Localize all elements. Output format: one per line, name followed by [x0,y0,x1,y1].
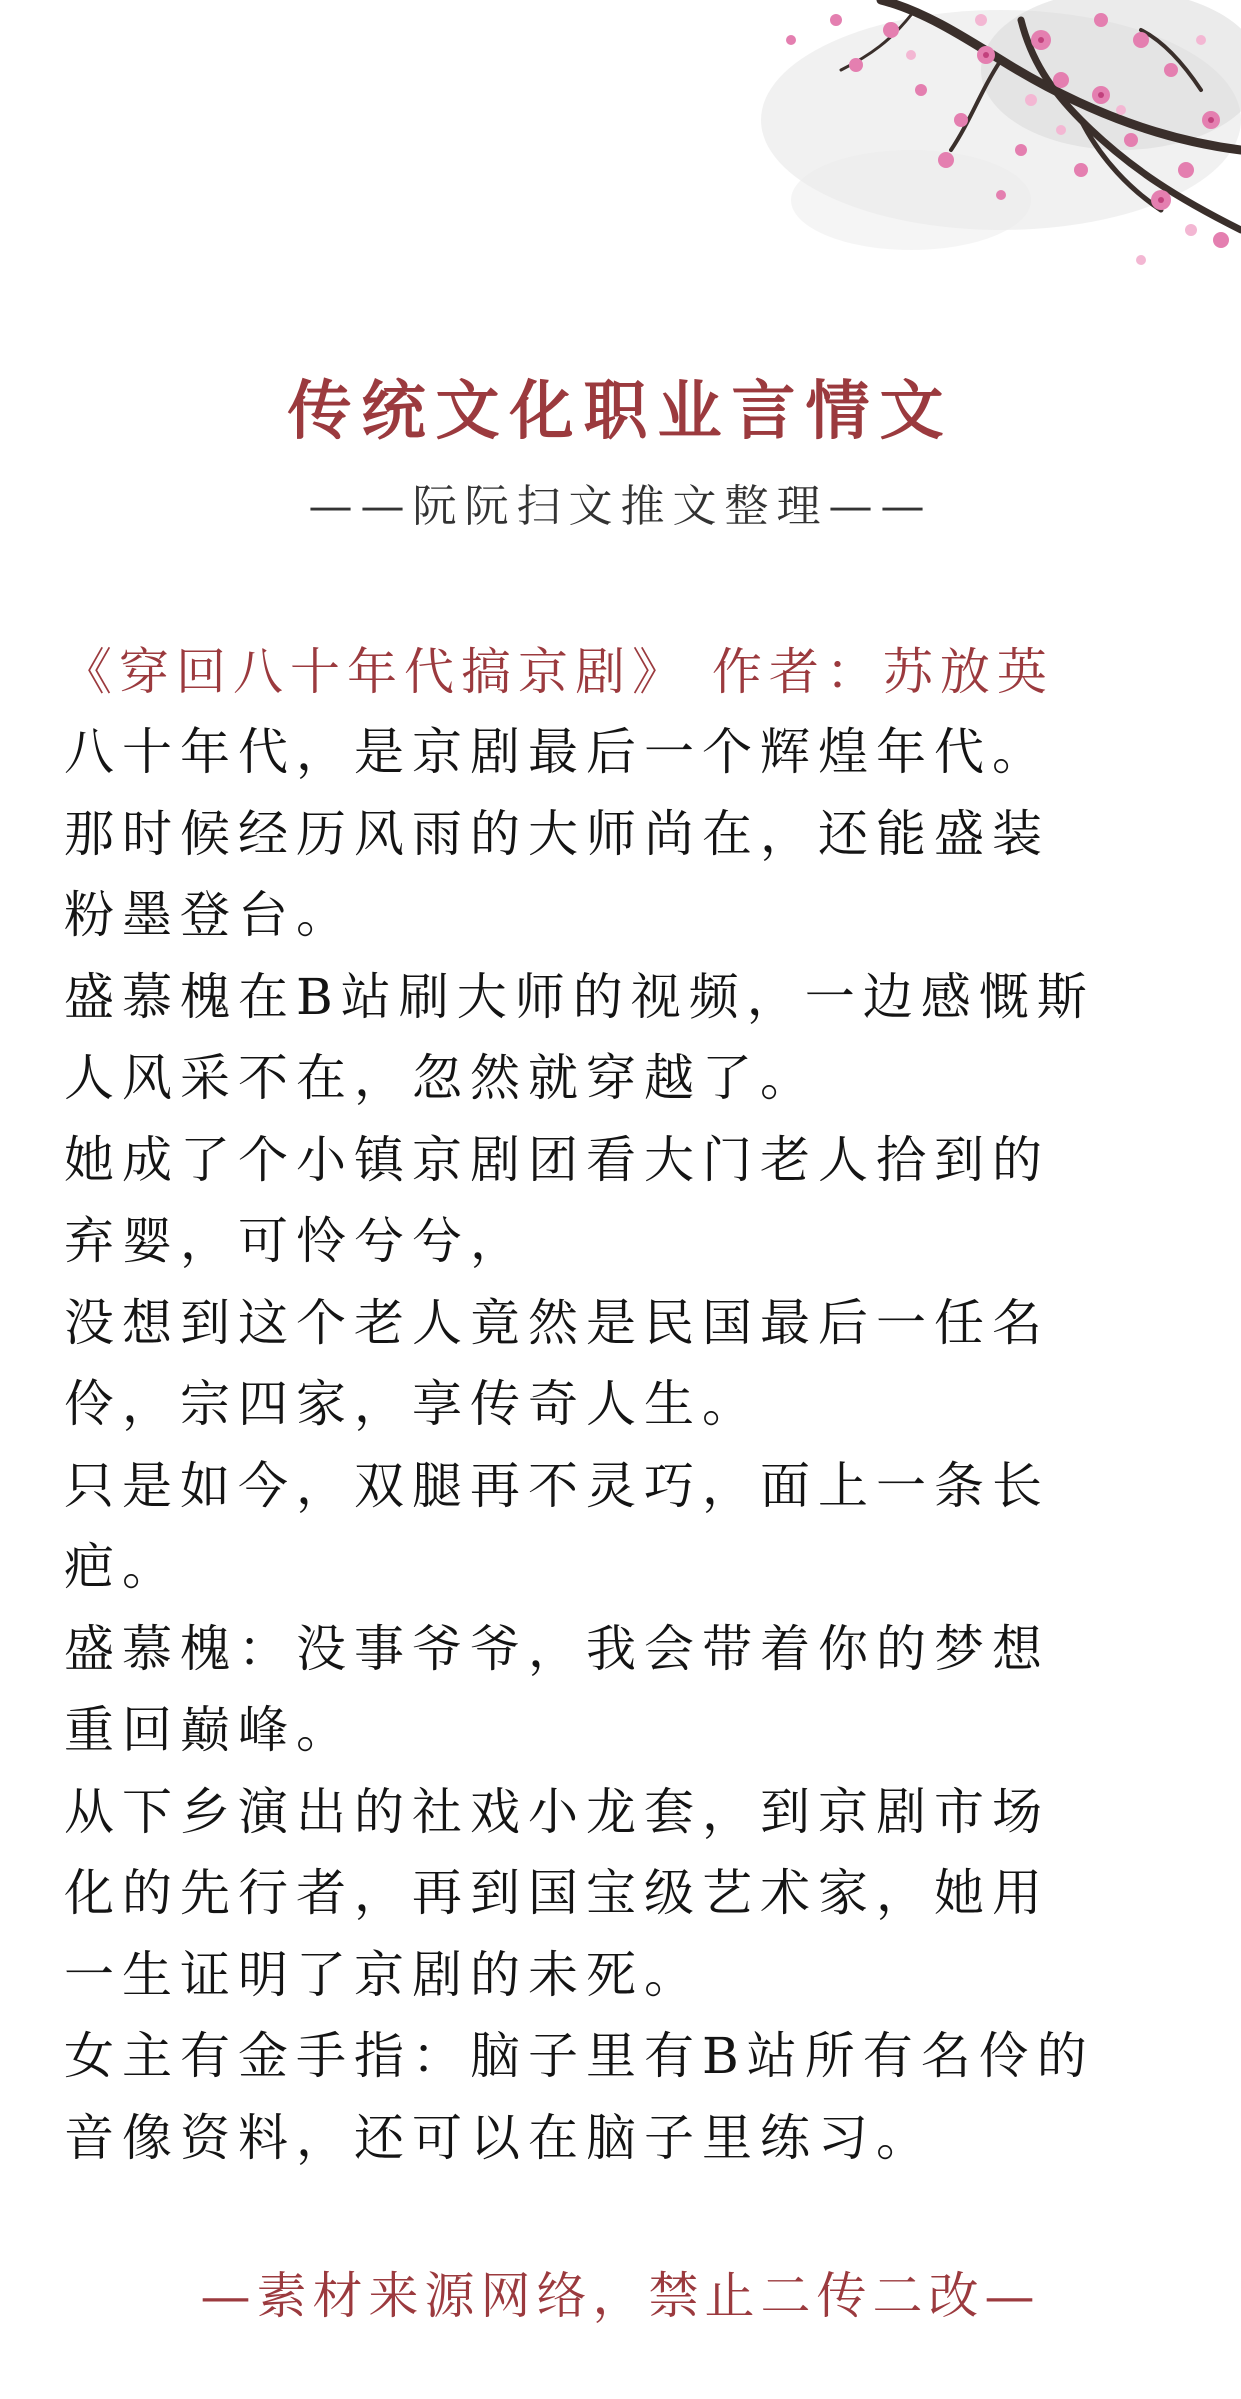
book-title-author: 《穿回八十年代搞京剧》 作者：苏放英 [62,643,1054,701]
description-line: 人风采不在，忽然就穿越了。 [64,1049,818,1107]
description-line: 那时候经历风雨的大师尚在，还能盛装 [64,804,1050,863]
description-line: 音像资料，还可以在脑子里练习。 [64,2108,934,2167]
description-line: 盛慕槐：没事爷爷，我会带着你的梦想 [64,1619,1050,1678]
description-line: 没想到这个老人竟然是民国最后一任名 [64,1293,1050,1352]
description-line: 八十年代，是京剧最后一个辉煌年代。 [64,723,1050,781]
description-line: 女主有金手指：脑子里有B站所有名伶的 [64,2027,1095,2085]
description-line: 粉墨登台。 [64,886,354,944]
description-line: 一生证明了京剧的未死。 [64,1945,702,2004]
plum-blossom-decoration [441,0,1241,340]
page-subtitle: ——阮阮扫文推文整理—— [308,481,933,532]
description-line: 疤。 [64,1538,180,1596]
description-line: 盛慕槐在B站刷大师的视频，一边感慨斯 [64,967,1095,1026]
description-line: 伶，宗四家，享传奇人生。 [64,1375,760,1433]
source-disclaimer: —素材来源网络，禁止二传二改— [200,2267,1041,2325]
description-line: 重回巅峰。 [64,1701,354,1759]
book-description [64,712,1194,2179]
page-title: 传统文化职业言情文 [287,374,954,449]
description-line: 从下乡演出的社戏小龙套，到京剧市场 [64,1782,1050,1841]
description-line: 她成了个小镇京剧团看大门老人拾到的 [64,1130,1050,1189]
description-line: 弃婴，可怜兮兮， [64,1212,528,1270]
description-line: 化的先行者，再到国宝级艺术家，她用 [64,1864,1050,1922]
description-line: 只是如今，双腿再不灵巧，面上一条长 [64,1456,1050,1515]
